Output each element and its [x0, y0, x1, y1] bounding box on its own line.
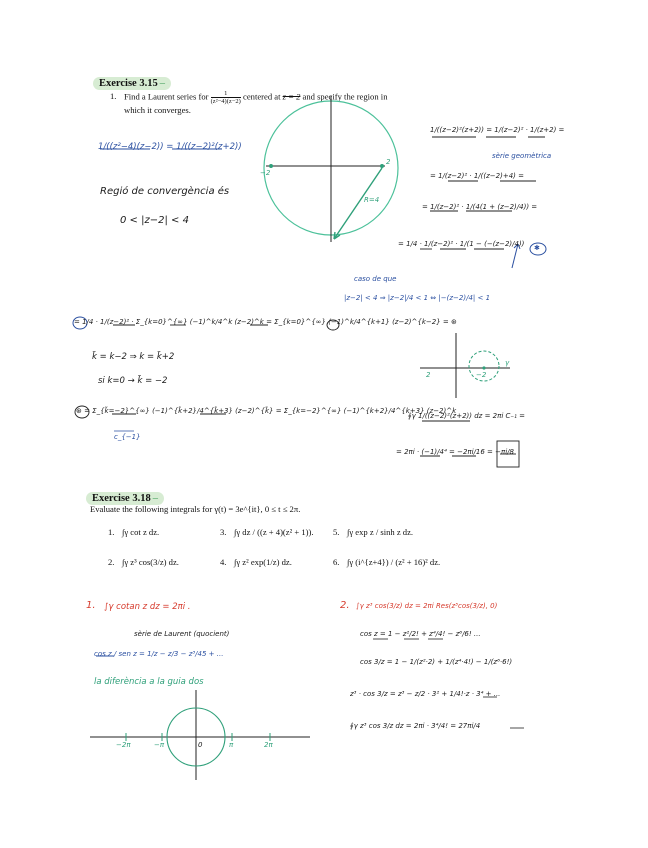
integral-item-5: 5. ∫γ exp z / sinh z dz. — [333, 527, 414, 537]
note-substitution-2: si k=0 → k̃ = −2 — [98, 376, 168, 386]
integral-item-1: 1. ∫γ cot z dz. — [108, 527, 160, 537]
note-right-line-4: = 1/4 · 1/(z−2)² · 1/(1 − (−(z−2)/4)) — [398, 240, 525, 248]
circle-label-right: 2 — [386, 158, 391, 166]
note-right-line-2: = 1/(z−2)² · 1/((z−2)+4) = — [430, 172, 524, 180]
note-case-condition: |z−2| < 4 ⇒ |z−2|/4 < 1 ⇔ |−(z−2)/4| < 1 — [344, 294, 491, 302]
integral-item-3: 3. ∫γ dz / ((z + 4)(z² + 1)). — [220, 527, 314, 537]
final-result: ∮γ z³ cos 3/z dz = 2πi · 3⁴/4! = 27πi/4 — [350, 722, 481, 730]
axis-label-2pi: 2π — [264, 741, 273, 749]
cos-series: cos z = 1 − z²/2! + z⁴/4! − z⁶/6! ... — [360, 630, 481, 638]
note-substitution-1: k̃ = k−2 ⇒ k = k̃+2 — [92, 352, 175, 362]
note-right-line-1: 1/((z−2)²(z+2)) = 1/(z−2)² · 1/(z+2) = — [430, 126, 565, 134]
part-1-comment: la diferència a la guia dos — [94, 677, 204, 687]
cos-3z-series: cos 3/z = 1 − 1/(z²·2) + 1/(z⁴·4!) − 1/(z⁶·6!) — [360, 658, 513, 666]
small-diagram-left-label: 2 — [426, 371, 431, 379]
integral-item-6: 6. ∫γ (i^{z+4}) / (z² + 16)² dz. — [333, 557, 441, 567]
integral-item-2: 2. ∫γ z³ cos(3/z) dz. — [108, 557, 179, 567]
center-point — [380, 164, 384, 168]
part-2-number: 2. — [340, 600, 350, 611]
z3-series: z³ · cos 3/z = z³ − z/2 · 3² + 1/4!·z · 3⁴ + ... — [350, 690, 501, 698]
axis-label-neg-pi: −π — [154, 741, 165, 749]
note-series-line: = 1/4 · 1/(z−2)² · Σ_{k=0}^{∞} (−1)^k/4^k (z−2)^k = Σ_{k=0}^{∞} (−1)^k/4^{k+1} (z−2)^{k−2} = ⊛ — [74, 318, 457, 326]
note-region-label: Regió de convergència és — [100, 186, 230, 197]
note-geometric: sèrie geomètrica — [492, 152, 552, 160]
part-1-note: sèrie de Laurent (quocient) — [134, 630, 230, 638]
note-contour-result: = 2πi · (−1)/4⁴ = −2πi/16 = −πi/8 — [396, 448, 514, 456]
circled-star: ✱ — [534, 244, 540, 252]
note-case-label: caso de que — [354, 275, 397, 283]
exercise-318-intro: Evaluate the following integrals for γ(t) = 3e^{it}, 0 ≤ t ≤ 2π. — [90, 504, 301, 514]
note-contour-integral: ∮γ 1/((z−2)²(z+2)) dz = 2πi C₋₁ = — [408, 412, 525, 420]
axis-label-pi: π — [229, 741, 234, 749]
integral-item-4: 4. ∫γ z² exp(1/z) dz. — [220, 557, 292, 567]
circle-radius-label: R=4 — [364, 196, 380, 204]
small-diagram-right-label: −2 — [476, 371, 487, 379]
note-series-2: ⊛ = Σ_{k̃=−2}^{∞} (−1)^{k̃+2}/4^{k̃+3} (z−2)^{k̃} = Σ_{k=−2}^{∞} (−1)^{k+2}/4^{k+3} (z−2)^k — [76, 407, 457, 415]
exercise-315-question: 1. Find a Laurent series for $\frac{1}{\text{(z²−4)(z−2)}}$ centered at z = 2 and specify the region in which it converges. — [110, 90, 388, 115]
part-1-number: 1. — [86, 600, 96, 611]
exercise-title: Exercise 3.15 – — [93, 77, 171, 90]
note-left-equation: 1/((z²−4)(z−2)) = 1/((z−2)²(z+2)) — [98, 142, 242, 152]
axis-label-zero: 0 — [198, 741, 203, 749]
exercise-title: Exercise 3.18 – — [86, 492, 164, 505]
part-2-integral: ∫γ z³ cos(3/z) dz = 2πi Res(z³cos(3/z), 0) — [356, 602, 498, 610]
part-1-integral: ∫γ cotan z dz = 2πi . — [104, 602, 191, 612]
note-region-inequality: 0 < |z−2| < 4 — [120, 215, 189, 226]
part-1-series: cos z / sen z = 1/z − z/3 − z³/45 + ... — [94, 650, 224, 658]
note-c-k: c_{−1} — [114, 433, 141, 441]
note-right-line-3: = 1/(z−2)² · 1/(4(1 + (z−2)/4)) = — [422, 203, 538, 211]
small-diagram-gamma: γ — [505, 359, 510, 367]
circle-label-left: −2 — [260, 169, 271, 177]
axis-label-neg-2pi: −2π — [116, 741, 131, 749]
